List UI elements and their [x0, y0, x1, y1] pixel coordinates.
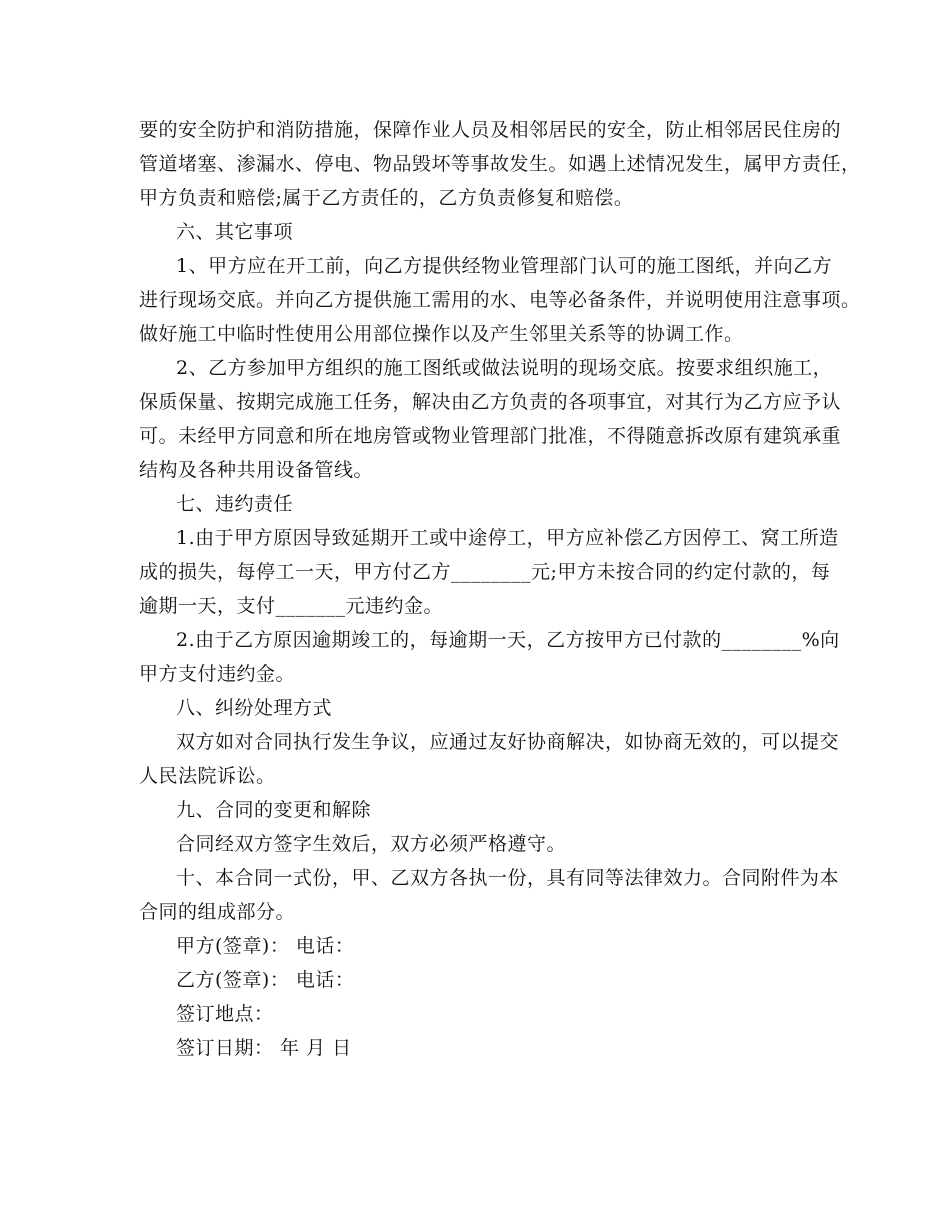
- section-heading: 九、合同的变更和解除: [176, 799, 372, 821]
- paragraph-line: 2、乙方参加甲方组织的施工图纸或做法说明的现场交底。按要求组织施工，: [176, 357, 833, 379]
- paragraph-line: 管道堵塞、渗漏水、停电、物品毁坏等事故发生。如遇上述情况发生，属甲方责任，: [139, 153, 861, 175]
- signature-party-a: 甲方(签章)： 电话：: [176, 935, 355, 957]
- signature-party-b: 乙方(签章)： 电话：: [176, 969, 355, 991]
- paragraph-line: 做好施工中临时性使用公用部位操作以及产生邻里关系等的协调工作。: [139, 323, 744, 345]
- paragraph-line: 可。未经甲方同意和所在地房管或物业管理部门批准，不得随意拆改原有建筑承重: [139, 425, 842, 447]
- paragraph-line: 甲方支付违约金。: [139, 663, 296, 685]
- paragraph-line: 合同的组成部分。: [139, 901, 296, 923]
- paragraph-line: 2.由于乙方原因逾期竣工的，每逾期一天，乙方按甲方已付款的________%向: [176, 629, 840, 651]
- paragraph-line: 保质保量、按期完成施工任务，解决由乙方负责的各项事宜，对其行为乙方应予认: [139, 391, 842, 413]
- section-heading: 六、其它事项: [176, 221, 294, 243]
- paragraph-line: 人民法院诉讼。: [139, 765, 276, 787]
- signing-place: 签订地点：: [176, 1003, 274, 1025]
- paragraph-line: 进行现场交底。并向乙方提供施工需用的水、电等必备条件，并说明使用注意事项。: [139, 289, 861, 311]
- paragraph-line: 要的安全防护和消防措施，保障作业人员及相邻居民的安全，防止相邻居民住房的: [139, 119, 842, 141]
- document-body: [139, 113, 861, 1065]
- paragraph-line: 1、甲方应在开工前，向乙方提供经物业管理部门认可的施工图纸，并向乙方: [176, 255, 833, 277]
- paragraph-line: 成的损失，每停工一天，甲方付乙方________元;甲方未按合同的约定付款的，每: [139, 561, 831, 583]
- section-heading: 七、违约责任: [176, 493, 294, 515]
- paragraph-line: 甲方负责和赔偿;属于乙方责任的，乙方负责修复和赔偿。: [139, 187, 634, 209]
- paragraph-line: 结构及各种共用设备管线。: [139, 459, 374, 481]
- signing-date: 签订日期： 年 月 日: [176, 1037, 352, 1059]
- paragraph-line: 十、本合同一式份，甲、乙双方各执一份，具有同等法律效力。合同附件为本: [176, 867, 840, 889]
- paragraph-line: 逾期一天，支付_______元违约金。: [139, 595, 444, 617]
- paragraph-line: 合同经双方签字生效后，双方必须严格遵守。: [176, 833, 567, 855]
- paragraph-line: 1.由于甲方原因导致延期开工或中途停工，甲方应补偿乙方因停工、窝工所造: [176, 527, 839, 549]
- paragraph-line: 双方如对合同执行发生争议，应通过友好协商解决，如协商无效的，可以提交: [176, 731, 840, 753]
- section-heading: 八、纠纷处理方式: [176, 697, 333, 719]
